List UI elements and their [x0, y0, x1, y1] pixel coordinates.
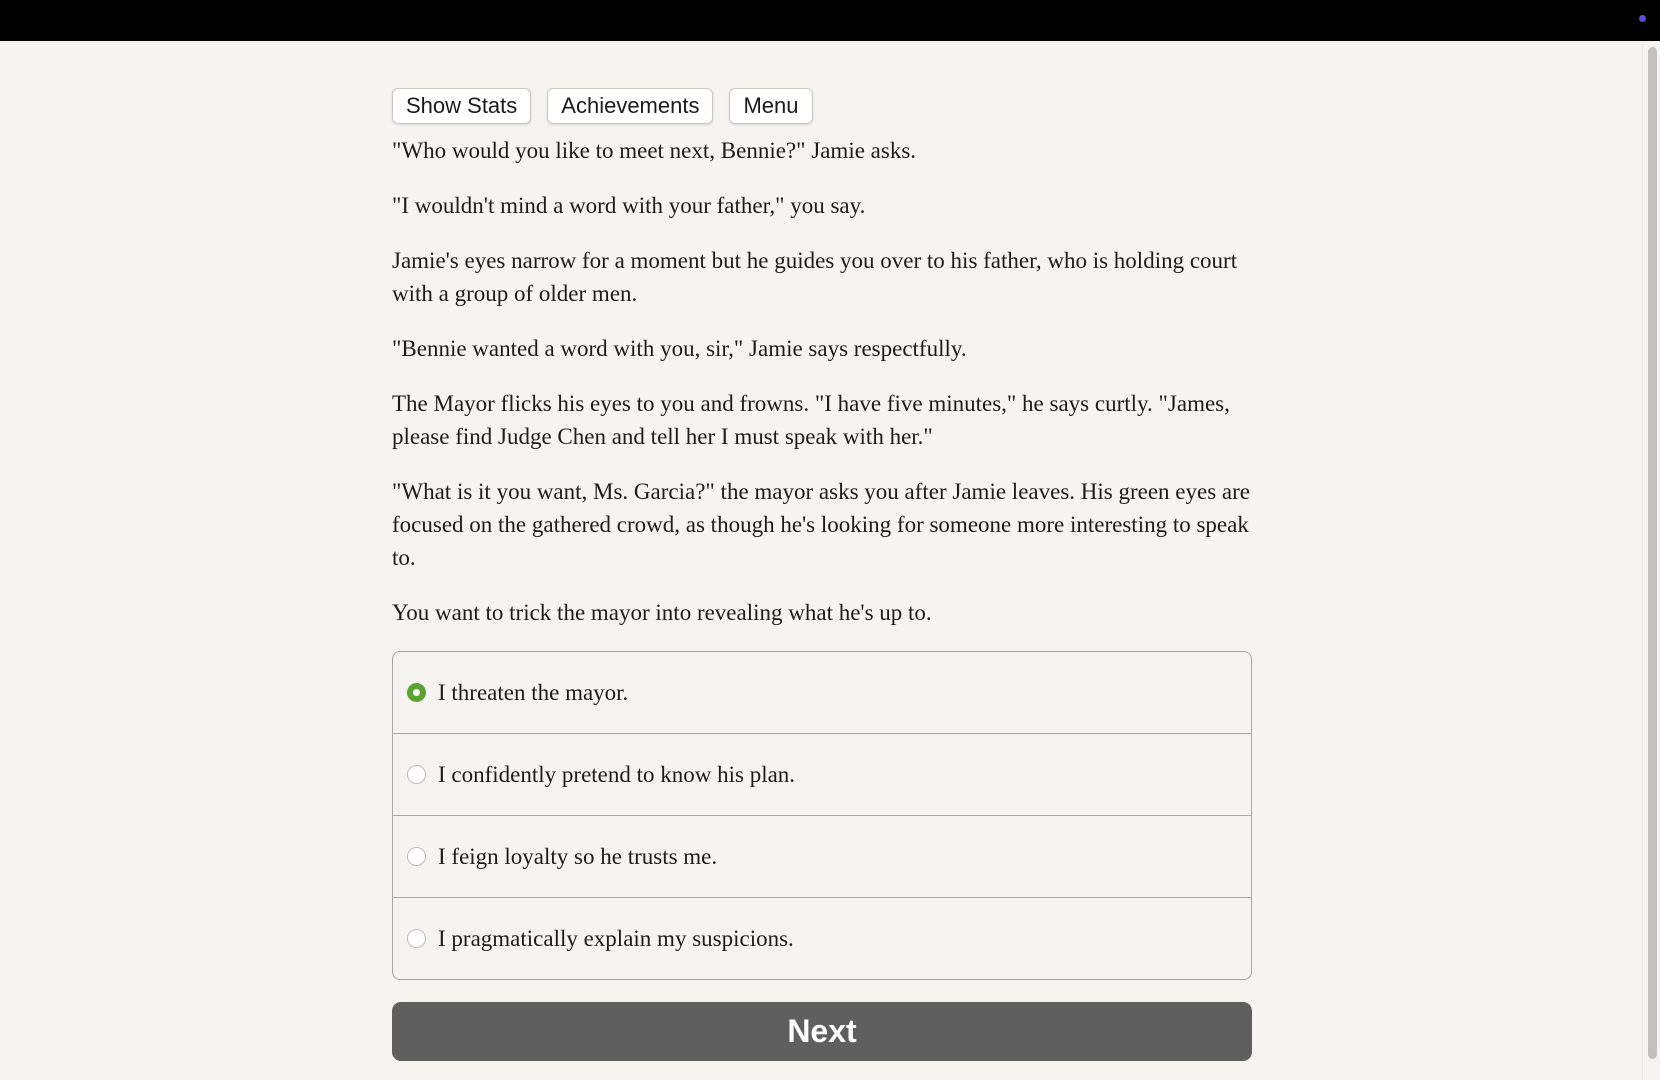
choice-label: I threaten the mayor. — [438, 679, 629, 705]
choice-option[interactable] — [393, 815, 1251, 897]
achievements-button[interactable]: Achievements — [547, 88, 713, 124]
story-paragraph: "Who would you like to meet next, Bennie?" Jamie asks. — [392, 138, 917, 163]
choice-option[interactable] — [393, 733, 1251, 815]
story-paragraph: "Bennie wanted a word with you, sir," Jamie says respectfully. — [392, 336, 967, 361]
choice-label: I feign loyalty so he trusts me. — [438, 843, 718, 869]
show-stats-button[interactable]: Show Stats — [392, 88, 531, 124]
top-bar — [0, 0, 1660, 41]
story-paragraph: Jamie's eyes narrow for a moment but he guides you over to his father, who is holding court with a group of older men. — [392, 248, 1238, 306]
story-paragraph: "What is it you want, Ms. Garcia?" the mayor asks you after Jamie leaves. His green eyes are focused on the gathered crowd, as though he's looking for someone more interesting to speak to. — [392, 479, 1250, 570]
game-content — [392, 88, 1252, 1061]
radio-button-icon[interactable] — [407, 847, 426, 866]
radio-button-icon[interactable] — [407, 765, 426, 784]
choice-label: I confidently pretend to know his plan. — [438, 761, 796, 787]
story-text — [392, 134, 1252, 629]
story-paragraph: "I wouldn't mind a word with your father," you say. — [392, 193, 866, 218]
choice-option[interactable] — [393, 897, 1251, 979]
menu-button[interactable]: Menu — [729, 88, 812, 124]
scrollbar-thumb[interactable] — [1648, 47, 1657, 1059]
choice-label: I pragmatically explain my suspicions. — [438, 925, 794, 951]
story-paragraph: The Mayor flicks his eyes to you and frowns. "I have five minutes," he says curtly. "James, please find Judge Chen and tell her I must speak with her." — [392, 391, 1230, 449]
choice-option[interactable] — [393, 652, 1251, 733]
choice-list — [392, 651, 1252, 980]
toolbar — [392, 88, 1252, 124]
radio-button-icon[interactable] — [407, 683, 426, 702]
radio-button-icon[interactable] — [407, 929, 426, 948]
next-button[interactable]: Next — [392, 1002, 1252, 1061]
status-dot-icon — [1639, 15, 1646, 22]
story-paragraph: You want to trick the mayor into revealing what he's up to. — [392, 600, 932, 625]
